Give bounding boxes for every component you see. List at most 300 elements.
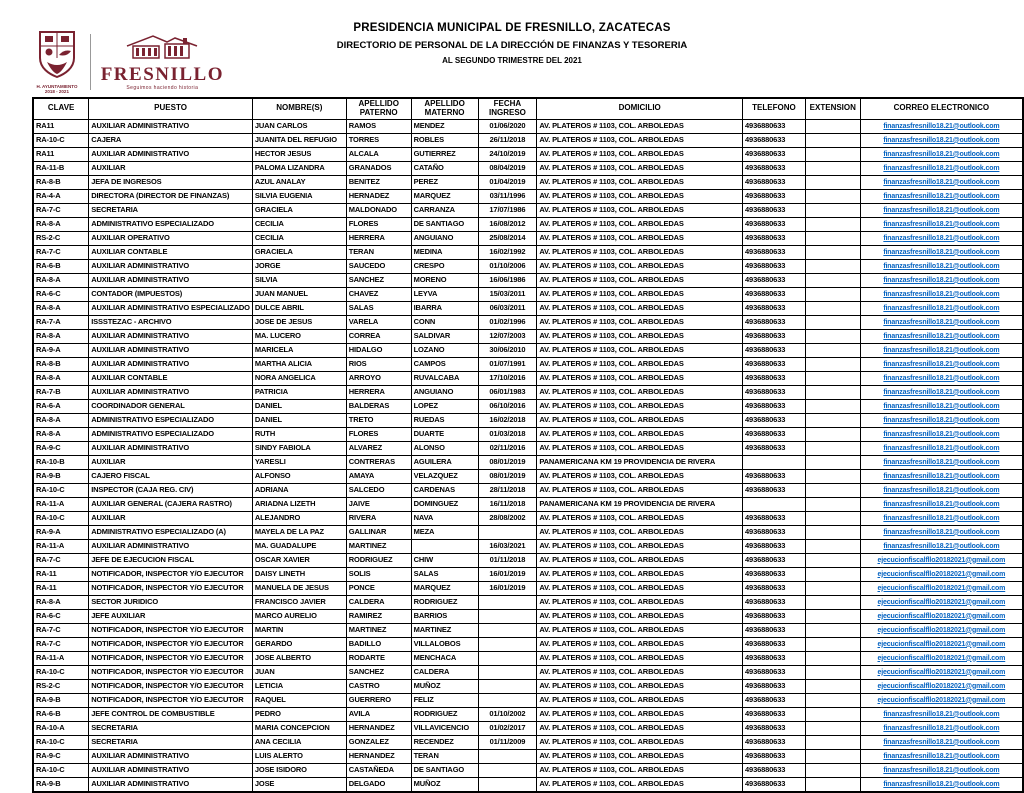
cell-ap_materno: RECENDEZ: [411, 735, 478, 749]
cell-extension: [805, 217, 860, 231]
cell-ap_paterno: SALAS: [346, 301, 411, 315]
cell-ap_paterno: MALDONADO: [346, 203, 411, 217]
cell-ap_paterno: SANCHEZ: [346, 665, 411, 679]
cell-fecha: 06/01/1983: [478, 385, 537, 399]
email-link[interactable]: finanzasfresnillo18.21@outlook.com: [883, 542, 1000, 550]
cell-domicilio: AV. PLATEROS # 1103, COL. ARBOLEDAS: [537, 735, 743, 749]
table-row: [33, 441, 1023, 455]
table-row: [33, 189, 1023, 203]
cell-ap_materno: LOPEZ: [411, 399, 478, 413]
table-row: [33, 399, 1023, 413]
cell-clave: RA-11-A: [33, 539, 89, 553]
cell-telefono: 4936880633: [743, 413, 806, 427]
cell-telefono: 4936880633: [743, 469, 806, 483]
cell-telefono: 4936880633: [743, 651, 806, 665]
email-link[interactable]: finanzasfresnillo18.21@outlook.com: [883, 780, 1000, 788]
cell-fecha: 02/11/2016: [478, 441, 537, 455]
cell-clave: RA-7-C: [33, 553, 89, 567]
cell-telefono: 4936880633: [743, 315, 806, 329]
table-row: [33, 413, 1023, 427]
cell-puesto: DIRECTORA (DIRECTOR DE FINANZAS): [89, 189, 253, 203]
cell-puesto: INSPECTOR (CAJA REG. CIV): [89, 483, 253, 497]
cell-ap_materno: TERAN: [411, 749, 478, 763]
cell-telefono: 4936880633: [743, 721, 806, 735]
table-row: [33, 581, 1023, 595]
cell-puesto: AUXILIAR ADMINISTRATIVO ESPECIALIZADO: [89, 301, 253, 315]
cell-ap_materno: NAVA: [411, 511, 478, 525]
cell-domicilio: AV. PLATEROS # 1103, COL. ARBOLEDAS: [537, 287, 743, 301]
cell-domicilio: AV. PLATEROS # 1103, COL. ARBOLEDAS: [537, 749, 743, 763]
cell-nombre: FRANCISCO JAVIER: [252, 595, 346, 609]
cell-clave: RA-10-C: [33, 763, 89, 777]
cell-nombre: DANIEL: [252, 413, 346, 427]
table-row: [33, 763, 1023, 777]
cell-correo: [860, 651, 1023, 665]
cell-ap_materno: GUTIERREZ: [411, 147, 478, 161]
cell-domicilio: AV. PLATEROS # 1103, COL. ARBOLEDAS: [537, 315, 743, 329]
cell-telefono: 4936880633: [743, 175, 806, 189]
cell-correo: [860, 763, 1023, 777]
cell-puesto: JEFA DE INGRESOS: [89, 175, 253, 189]
cell-correo: [860, 735, 1023, 749]
cell-puesto: SECRETARIA: [89, 721, 253, 735]
email-link[interactable]: ejecucionfiscalfllo20182021@gmail.com: [877, 682, 1006, 690]
email-link[interactable]: finanzasfresnillo18.21@outlook.com: [883, 528, 1000, 536]
cell-nombre: MARTIN: [252, 623, 346, 637]
email-link[interactable]: finanzasfresnillo18.21@outlook.com: [883, 234, 1000, 242]
cell-nombre: AZUL ANALAY: [252, 175, 346, 189]
cell-correo: [860, 161, 1023, 175]
column-header-domicilio: DOMICILIO: [537, 98, 743, 119]
cell-ap_paterno: MARTINEZ: [346, 539, 411, 553]
cell-nombre: LUIS ALERTO: [252, 749, 346, 763]
cell-correo: [860, 245, 1023, 259]
cell-puesto: NOTIFICADOR, INSPECTOR Y/O EJECUTOR: [89, 623, 253, 637]
email-link[interactable]: finanzasfresnillo18.21@outlook.com: [883, 164, 1000, 172]
cell-ap_paterno: CASTAÑEDA: [346, 763, 411, 777]
cell-ap_materno: CAMPOS: [411, 357, 478, 371]
cell-clave: RA-6-B: [33, 707, 89, 721]
cell-telefono: 4936880633: [743, 749, 806, 763]
cell-nombre: GRACIELA: [252, 203, 346, 217]
cell-nombre: CECILIA: [252, 217, 346, 231]
email-link[interactable]: finanzasfresnillo18.21@outlook.com: [883, 402, 1000, 410]
email-link[interactable]: finanzasfresnillo18.21@outlook.com: [883, 290, 1000, 298]
table-row: [33, 777, 1023, 792]
cell-fecha: 30/06/2010: [478, 343, 537, 357]
table-row: [33, 301, 1023, 315]
email-link[interactable]: finanzasfresnillo18.21@outlook.com: [883, 752, 1000, 760]
cell-domicilio: AV. PLATEROS # 1103, COL. ARBOLEDAS: [537, 665, 743, 679]
cell-fecha: 25/08/2014: [478, 231, 537, 245]
cell-puesto: JEFE AUXILIAR: [89, 609, 253, 623]
cell-fecha: 01/10/2006: [478, 259, 537, 273]
cell-correo: [860, 357, 1023, 371]
email-link[interactable]: finanzasfresnillo18.21@outlook.com: [883, 486, 1000, 494]
cell-clave: RA-7-B: [33, 385, 89, 399]
cell-puesto: SECRETARIA: [89, 735, 253, 749]
cell-domicilio: AV. PLATEROS # 1103, COL. ARBOLEDAS: [537, 441, 743, 455]
cell-ap_paterno: CASTRO: [346, 679, 411, 693]
table-row: [33, 539, 1023, 553]
cell-clave: RA-6-C: [33, 287, 89, 301]
column-header-nombre: NOMBRE(S): [252, 98, 346, 119]
cell-telefono: 4936880633: [743, 483, 806, 497]
email-link[interactable]: finanzasfresnillo18.21@outlook.com: [883, 206, 1000, 214]
cell-ap_paterno: CORREA: [346, 329, 411, 343]
email-link[interactable]: ejecucionfiscalfllo20182021@gmail.com: [877, 654, 1006, 662]
cell-ap_materno: MARQUEZ: [411, 581, 478, 595]
cell-ap_paterno: RODARTE: [346, 651, 411, 665]
cell-ap_materno: RUEDAS: [411, 413, 478, 427]
cell-extension: [805, 665, 860, 679]
table-row: [33, 147, 1023, 161]
cell-domicilio: AV. PLATEROS # 1103, COL. ARBOLEDAS: [537, 371, 743, 385]
cell-ap_paterno: FLORES: [346, 427, 411, 441]
email-link[interactable]: ejecucionfiscalfllo20182021@gmail.com: [877, 584, 1006, 592]
cell-telefono: 4936880633: [743, 693, 806, 707]
fresnillo-wordmark: FRESNILLO: [100, 63, 224, 85]
cell-puesto: NOTIFICADOR, INSPECTOR Y/O EJECUTOR: [89, 567, 253, 581]
table-row: [33, 133, 1023, 147]
cell-nombre: MARIA CONCEPCION: [252, 721, 346, 735]
cell-puesto: ADMINISTRATIVO ESPECIALIZADO (A): [89, 525, 253, 539]
email-link[interactable]: ejecucionfiscalfllo20182021@gmail.com: [877, 640, 1006, 648]
cell-extension: [805, 525, 860, 539]
cell-fecha: [478, 665, 537, 679]
cell-domicilio: AV. PLATEROS # 1103, COL. ARBOLEDAS: [537, 609, 743, 623]
cell-extension: [805, 259, 860, 273]
cell-fecha: 06/10/2016: [478, 399, 537, 413]
cell-domicilio: AV. PLATEROS # 1103, COL. ARBOLEDAS: [537, 133, 743, 147]
cell-fecha: 01/06/2020: [478, 119, 537, 133]
cell-nombre: DULCE ABRIL: [252, 301, 346, 315]
cell-extension: [805, 651, 860, 665]
cell-telefono: 4936880633: [743, 357, 806, 371]
cell-clave: RA-11-A: [33, 651, 89, 665]
cell-puesto: AUXILIAR ADMINISTRATIVO: [89, 119, 253, 133]
cell-fecha: 16/01/2019: [478, 567, 537, 581]
cell-fecha: 16/03/2021: [478, 539, 537, 553]
table-row: [33, 679, 1023, 693]
table-row: [33, 259, 1023, 273]
cell-domicilio: AV. PLATEROS # 1103, COL. ARBOLEDAS: [537, 217, 743, 231]
table-row: [33, 651, 1023, 665]
cell-puesto: ADMINISTRATIVO ESPECIALIZADO: [89, 413, 253, 427]
cell-clave: RA-10-B: [33, 455, 89, 469]
column-header-ap_materno: APELLIDO MATERNO: [411, 98, 478, 119]
email-link[interactable]: finanzasfresnillo18.21@outlook.com: [883, 304, 1000, 312]
cell-ap_paterno: AVILA: [346, 707, 411, 721]
cell-puesto: SECTOR JURIDICO: [89, 595, 253, 609]
cell-correo: [860, 721, 1023, 735]
cell-ap_paterno: SOLIS: [346, 567, 411, 581]
email-link[interactable]: finanzasfresnillo18.21@outlook.com: [883, 416, 1000, 424]
email-link[interactable]: ejecucionfiscalfllo20182021@gmail.com: [877, 556, 1006, 564]
cell-ap_paterno: CALDERA: [346, 595, 411, 609]
cell-ap_paterno: SALCEDO: [346, 483, 411, 497]
email-link[interactable]: finanzasfresnillo18.21@outlook.com: [883, 738, 1000, 746]
cell-puesto: AUXILIAR ADMINISTRATIVO: [89, 539, 253, 553]
cell-clave: RA-7-C: [33, 203, 89, 217]
cell-telefono: 4936880633: [743, 609, 806, 623]
cell-telefono: 4936880633: [743, 763, 806, 777]
cell-puesto: AUXILIAR CONTABLE: [89, 245, 253, 259]
cell-ap_materno: DE SANTIAGO: [411, 763, 478, 777]
cell-telefono: 4936880633: [743, 525, 806, 539]
email-link[interactable]: finanzasfresnillo18.21@outlook.com: [883, 374, 1000, 382]
cell-nombre: RUTH: [252, 427, 346, 441]
cell-ap_materno: ANGUIANO: [411, 385, 478, 399]
cell-clave: RA-7-A: [33, 315, 89, 329]
cell-extension: [805, 721, 860, 735]
cell-nombre: GRACIELA: [252, 245, 346, 259]
cell-extension: [805, 679, 860, 693]
cell-nombre: MANUELA DE JESUS: [252, 581, 346, 595]
cell-correo: [860, 567, 1023, 581]
table-row: [33, 665, 1023, 679]
cell-domicilio: AV. PLATEROS # 1103, COL. ARBOLEDAS: [537, 357, 743, 371]
cell-ap_paterno: DELGADO: [346, 777, 411, 792]
cell-nombre: NORA ANGELICA: [252, 371, 346, 385]
email-link[interactable]: finanzasfresnillo18.21@outlook.com: [883, 276, 1000, 284]
cell-extension: [805, 581, 860, 595]
cell-correo: [860, 399, 1023, 413]
email-link[interactable]: finanzasfresnillo18.21@outlook.com: [883, 318, 1000, 326]
cell-correo: [860, 273, 1023, 287]
cell-ap_materno: MARQUEZ: [411, 189, 478, 203]
email-link[interactable]: finanzasfresnillo18.21@outlook.com: [883, 360, 1000, 368]
cell-ap_materno: MUÑOZ: [411, 777, 478, 792]
cell-nombre: JUAN: [252, 665, 346, 679]
cell-clave: RA-11: [33, 581, 89, 595]
email-link[interactable]: finanzasfresnillo18.21@outlook.com: [883, 514, 1000, 522]
cell-extension: [805, 693, 860, 707]
page-period: AL SEGUNDO TRIMESTRE DEL 2021: [442, 56, 582, 65]
cell-clave: RA-10-C: [33, 735, 89, 749]
cell-domicilio: AV. PLATEROS # 1103, COL. ARBOLEDAS: [537, 413, 743, 427]
cell-puesto: ADMINISTRATIVO ESPECIALIZADO: [89, 427, 253, 441]
cell-telefono: 4936880633: [743, 203, 806, 217]
cell-extension: [805, 147, 860, 161]
email-link[interactable]: finanzasfresnillo18.21@outlook.com: [883, 178, 1000, 186]
table-row: [33, 217, 1023, 231]
email-link[interactable]: finanzasfresnillo18.21@outlook.com: [883, 248, 1000, 256]
cell-ap_paterno: HERNADEZ: [346, 189, 411, 203]
cell-extension: [805, 455, 860, 469]
cell-ap_materno: RODRIGUEZ: [411, 707, 478, 721]
cell-domicilio: AV. PLATEROS # 1103, COL. ARBOLEDAS: [537, 329, 743, 343]
cell-extension: [805, 511, 860, 525]
cell-ap_materno: ANGUIANO: [411, 231, 478, 245]
table-row: [33, 721, 1023, 735]
column-header-extension: EXTENSION: [805, 98, 860, 119]
cell-nombre: ADRIANA: [252, 483, 346, 497]
cell-domicilio: AV. PLATEROS # 1103, COL. ARBOLEDAS: [537, 679, 743, 693]
cell-telefono: 4936880633: [743, 441, 806, 455]
email-link[interactable]: finanzasfresnillo18.21@outlook.com: [883, 766, 1000, 774]
email-link[interactable]: finanzasfresnillo18.21@outlook.com: [883, 332, 1000, 340]
cell-clave: RA-9-B: [33, 469, 89, 483]
cell-ap_materno: VILLALOBOS: [411, 637, 478, 651]
cell-clave: RA-11: [33, 567, 89, 581]
cell-nombre: RAQUEL: [252, 693, 346, 707]
cell-puesto: NOTIFICADOR, INSPECTOR Y/O EJECUTOR: [89, 581, 253, 595]
cell-ap_materno: DE SANTIAGO: [411, 217, 478, 231]
table-row: [33, 427, 1023, 441]
email-link[interactable]: ejecucionfiscalfllo20182021@gmail.com: [877, 598, 1006, 606]
cell-correo: [860, 525, 1023, 539]
cell-telefono: 4936880633: [743, 329, 806, 343]
cell-nombre: PEDRO: [252, 707, 346, 721]
cell-ap_paterno: HERNANDEZ: [346, 749, 411, 763]
cell-extension: [805, 329, 860, 343]
cell-correo: [860, 469, 1023, 483]
email-link[interactable]: finanzasfresnillo18.21@outlook.com: [883, 430, 1000, 438]
cell-puesto: AUXILIAR: [89, 161, 253, 175]
cell-extension: [805, 245, 860, 259]
email-link[interactable]: finanzasfresnillo18.21@outlook.com: [883, 444, 1000, 452]
email-link[interactable]: ejecucionfiscalfllo20182021@gmail.com: [877, 626, 1006, 634]
cell-puesto: NOTIFICADOR, INSPECTOR Y/O EJECUTOR: [89, 665, 253, 679]
cell-domicilio: AV. PLATEROS # 1103, COL. ARBOLEDAS: [537, 553, 743, 567]
cell-domicilio: AV. PLATEROS # 1103, COL. ARBOLEDAS: [537, 595, 743, 609]
cell-domicilio: AV. PLATEROS # 1103, COL. ARBOLEDAS: [537, 385, 743, 399]
column-header-ap_paterno: APELLIDO PATERNO: [346, 98, 411, 119]
cell-correo: [860, 301, 1023, 315]
cell-ap_materno: [411, 539, 478, 553]
cell-correo: [860, 189, 1023, 203]
email-link[interactable]: ejecucionfiscalfllo20182021@gmail.com: [877, 570, 1006, 578]
cell-extension: [805, 203, 860, 217]
cell-correo: [860, 385, 1023, 399]
email-link[interactable]: finanzasfresnillo18.21@outlook.com: [883, 500, 1000, 508]
email-link[interactable]: finanzasfresnillo18.21@outlook.com: [883, 346, 1000, 354]
cell-fecha: 15/03/2011: [478, 287, 537, 301]
email-link[interactable]: finanzasfresnillo18.21@outlook.com: [883, 122, 1000, 130]
cell-ap_paterno: GONZALEZ: [346, 735, 411, 749]
cell-ap_paterno: SAUCEDO: [346, 259, 411, 273]
cell-fecha: [478, 693, 537, 707]
email-link[interactable]: finanzasfresnillo18.21@outlook.com: [883, 472, 1000, 480]
cell-correo: [860, 595, 1023, 609]
cell-extension: [805, 357, 860, 371]
cell-clave: RA-8-A: [33, 427, 89, 441]
cell-domicilio: AV. PLATEROS # 1103, COL. ARBOLEDAS: [537, 399, 743, 413]
cell-ap_materno: MENCHACA: [411, 651, 478, 665]
email-link[interactable]: finanzasfresnillo18.21@outlook.com: [883, 710, 1000, 718]
email-link[interactable]: finanzasfresnillo18.21@outlook.com: [883, 150, 1000, 158]
cell-nombre: SINDY FABIOLA: [252, 441, 346, 455]
cell-fecha: 01/02/1996: [478, 315, 537, 329]
cell-nombre: GERARDO: [252, 637, 346, 651]
cell-nombre: SILVIA EUGENIA: [252, 189, 346, 203]
cell-fecha: 17/10/2016: [478, 371, 537, 385]
cell-correo: [860, 231, 1023, 245]
email-link[interactable]: finanzasfresnillo18.21@outlook.com: [883, 192, 1000, 200]
cell-nombre: ALFONSO: [252, 469, 346, 483]
cell-nombre: JOSE ALBERTO: [252, 651, 346, 665]
table-row: [33, 245, 1023, 259]
cell-domicilio: AV. PLATEROS # 1103, COL. ARBOLEDAS: [537, 651, 743, 665]
cell-ap_materno: FELIZ: [411, 693, 478, 707]
cell-correo: [860, 203, 1023, 217]
cell-ap_materno: IBARRA: [411, 301, 478, 315]
cell-ap_materno: ROBLES: [411, 133, 478, 147]
cell-domicilio: AV. PLATEROS # 1103, COL. ARBOLEDAS: [537, 203, 743, 217]
cell-ap_materno: MEZA: [411, 525, 478, 539]
cell-correo: [860, 217, 1023, 231]
cell-telefono: 4936880633: [743, 595, 806, 609]
cell-telefono: 4936880633: [743, 217, 806, 231]
table-body: [33, 119, 1023, 792]
cell-telefono: 4936880633: [743, 777, 806, 792]
cell-extension: [805, 777, 860, 792]
email-link[interactable]: ejecucionfiscalfllo20182021@gmail.com: [877, 696, 1006, 704]
cell-puesto: CONTADOR (IMPUESTOS): [89, 287, 253, 301]
email-link[interactable]: finanzasfresnillo18.21@outlook.com: [883, 724, 1000, 732]
cell-clave: RA-6-A: [33, 399, 89, 413]
cell-ap_materno: LOZANO: [411, 343, 478, 357]
cell-clave: RA-8-B: [33, 175, 89, 189]
cell-ap_paterno: RIVERA: [346, 511, 411, 525]
cell-nombre: MARICELA: [252, 343, 346, 357]
cell-telefono: 4936880633: [743, 427, 806, 441]
cell-puesto: AUXILIAR ADMINISTRATIVO: [89, 329, 253, 343]
cell-ap_materno: PEREZ: [411, 175, 478, 189]
email-link[interactable]: finanzasfresnillo18.21@outlook.com: [883, 388, 1000, 396]
email-link[interactable]: ejecucionfiscalfllo20182021@gmail.com: [877, 612, 1006, 620]
cell-domicilio: AV. PLATEROS # 1103, COL. ARBOLEDAS: [537, 427, 743, 441]
cell-puesto: SECRETARIA: [89, 203, 253, 217]
email-link[interactable]: finanzasfresnillo18.21@outlook.com: [883, 458, 1000, 466]
cell-telefono: [743, 497, 806, 511]
cell-nombre: JUANITA DEL REFUGIO: [252, 133, 346, 147]
cell-clave: RA-8-A: [33, 273, 89, 287]
cell-clave: RA-7-C: [33, 245, 89, 259]
cell-extension: [805, 273, 860, 287]
cell-ap_materno: VELAZQUEZ: [411, 469, 478, 483]
cell-ap_paterno: RAMOS: [346, 119, 411, 133]
cell-nombre: JOSE DE JESUS: [252, 315, 346, 329]
cell-clave: RA-9-B: [33, 777, 89, 792]
cell-correo: [860, 315, 1023, 329]
table-row: [33, 707, 1023, 721]
cell-telefono: 4936880633: [743, 385, 806, 399]
cell-ap_paterno: GUERRERO: [346, 693, 411, 707]
cell-puesto: AUXILIAR GENERAL (CAJERA RASTRO): [89, 497, 253, 511]
cell-fecha: [478, 637, 537, 651]
cell-puesto: AUXILIAR ADMINISTRATIVO: [89, 357, 253, 371]
table-row: [33, 273, 1023, 287]
email-link[interactable]: finanzasfresnillo18.21@outlook.com: [883, 220, 1000, 228]
email-link[interactable]: finanzasfresnillo18.21@outlook.com: [883, 136, 1000, 144]
cell-ap_paterno: GRANADOS: [346, 161, 411, 175]
email-link[interactable]: finanzasfresnillo18.21@outlook.com: [883, 262, 1000, 270]
email-link[interactable]: ejecucionfiscalfllo20182021@gmail.com: [877, 668, 1006, 676]
cell-clave: RA-8-A: [33, 595, 89, 609]
cell-correo: [860, 175, 1023, 189]
cell-ap_paterno: VARELA: [346, 315, 411, 329]
table-row: [33, 693, 1023, 707]
cell-clave: RA-9-A: [33, 525, 89, 539]
cell-ap_paterno: BENITEZ: [346, 175, 411, 189]
crest-caption: H. AYUNTAMIENTO 2018 - 2021: [36, 83, 78, 94]
cell-puesto: AUXILIAR ADMINISTRATIVO: [89, 749, 253, 763]
cell-ap_materno: CATAÑO: [411, 161, 478, 175]
cell-ap_materno: RUVALCABA: [411, 371, 478, 385]
cell-puesto: AUXILIAR: [89, 455, 253, 469]
